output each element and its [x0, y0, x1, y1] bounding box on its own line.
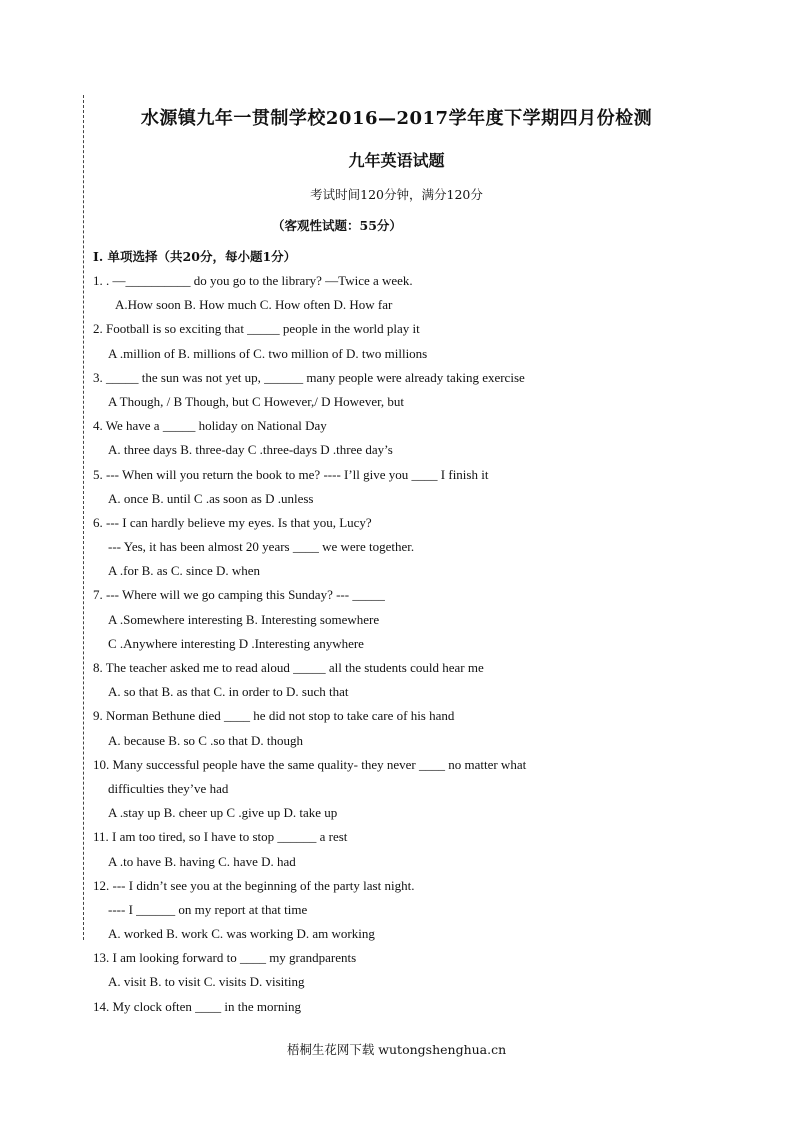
question-stem: 2. Football is so exciting that _____ people in the world play it	[93, 321, 420, 337]
question-options: A. worked B. work C. was working D. am working	[108, 926, 375, 942]
question-options: A .for B. as C. since D. when	[108, 563, 261, 579]
question-stem: 9. Norman Bethune died ____ he did not stop to take care of his hand	[93, 708, 455, 724]
section-heading: Ⅰ. 单项选择（共20分，每小题1分）	[93, 249, 297, 264]
question-options: A .million of B. millions of C. two million of D. two millions	[108, 345, 428, 361]
binding-cut-line	[83, 95, 84, 940]
question-stem: 13. I am looking forward to ____ my grandparents	[93, 950, 357, 966]
footer-source: 梧桐生花网下载 wutongshenghua.cn	[286, 1042, 507, 1057]
page-title: 水源镇九年一贯制学校2016—2017学年度下学期四月份检测	[140, 108, 653, 129]
question-continuation: ---- I ______ on my report at that time	[108, 901, 308, 917]
question-stem: 6. --- I can hardly believe my eyes. Is that you, Lucy?	[93, 514, 372, 530]
question-stem: 10. Many successful people have the same quality- they never ____ no matter what	[93, 756, 527, 772]
question-stem: 4. We have a _____ holiday on National Day	[93, 418, 327, 434]
question-continuation: --- Yes, it has been almost 20 years ____ we were together.	[108, 539, 415, 555]
question-options: A.How soon B. How much C. How often D. How far	[115, 297, 393, 313]
question-options: A .Somewhere interesting B. Interesting somewhere	[108, 611, 380, 627]
question-stem: 11. I am too tired, so I have to stop ______ a rest	[93, 829, 348, 845]
question-stem: 1. . —__________ do you go to the library? —Twice a week.	[93, 273, 413, 288]
question-continuation: difficulties they’ve had	[108, 780, 229, 796]
question-options: A. so that B. as that C. in order to D. such that	[108, 684, 349, 700]
question-list	[93, 269, 693, 1019]
question-options: A. visit B. to visit C. visits D. visiting	[108, 974, 305, 990]
question-stem: 14. My clock often ____ in the morning	[93, 998, 301, 1014]
question-options: A Though, / B Though, but C However,/ D However, but	[108, 393, 405, 409]
question-stem: 8. The teacher asked me to read aloud _____ all the students could hear me	[93, 660, 484, 675]
exam-info: 考试时间120分钟，满分120分	[310, 187, 483, 202]
question-options: A. because B. so C .so that D. though	[108, 732, 303, 748]
question-options: A. once B. until C .as soon as D .unless	[108, 490, 314, 506]
question-options: C .Anywhere interesting D .Interesting anywhere	[108, 635, 364, 651]
question-stem: 7. --- Where will we go camping this Sunday? --- _____	[93, 587, 385, 603]
question-options: A .stay up B. cheer up C .give up D. take up	[108, 805, 338, 821]
question-options: A. three days B. three-day C .three-days D .three day’s	[108, 442, 393, 458]
question-options: A .to have B. having C. have D. had	[108, 853, 296, 869]
page-subtitle: 九年英语试题	[348, 151, 445, 170]
question-stem: 12. --- I didn’t see you at the beginning of the party last night.	[93, 877, 415, 893]
question-stem: 5. --- When will you return the book to me? ---- I’ll give you ____ I finish it	[93, 466, 489, 482]
question-stem: 3. _____ the sun was not yet up, ______ many people were already taking exercise	[93, 369, 525, 385]
objective-label: （客观性试题：55分）	[272, 218, 402, 233]
